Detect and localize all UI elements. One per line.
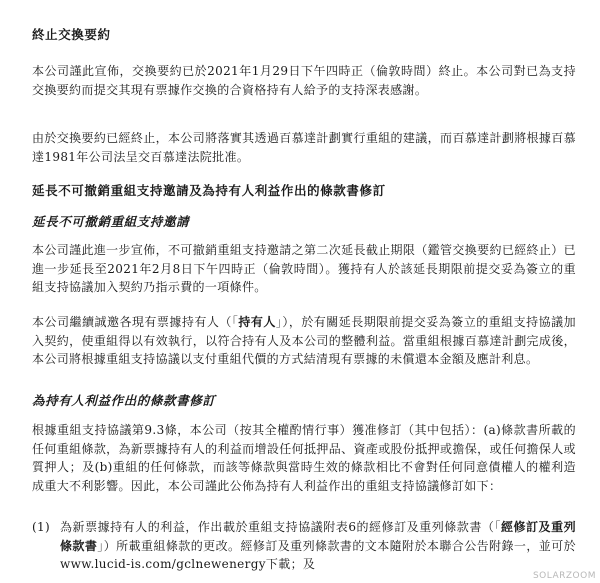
amended-term-sheet-defined-term: 經修訂及重列條款書 (60, 520, 576, 553)
paragraph-deadline-extended: 本公司謹此進一步宣佈，不可撤銷重組支持邀請之第二次延長截止期限（鑑管交換要約已經終止）已進一步延長至2021年2月8日下午四時正（倫敦時間）。獲持有人於該延長期限前提交妥為簽立的重組支持協議加入契約乃指示費的一項條件。 (32, 243, 576, 294)
holders-defined-term: 持有人 (238, 315, 276, 329)
paragraph-invitation-holders (32, 313, 576, 369)
paragraph-invitation-text-b: 」），於有關延長期限前提交妥為簽立的重組支持協議加入契約，使重組得以有效執行，以符合持有人及本公司的整體利益。當重組根據百慕達計劃完成後，本公司將根據重組支持協議以支付重組代價的方式結清現有票據的未償還本金額及應計利息。 (32, 315, 576, 366)
list-item-text-a: 為新票據持有人的利益，作出載於重組支持協議附表6的經修訂及重列條款書（「 (60, 520, 501, 534)
paragraph-exchange-offer-terminated: 本公司謹此宣佈，交換要約已於2021年1月29日下午四時正（倫敦時間）終止。本公司對已為支持交換要約而提交其現有票據作交換的合資格持有人給予的支持深表感謝。 (32, 64, 576, 97)
list-item-text (60, 518, 576, 574)
termination-heading: 終止交換要約 (32, 27, 111, 42)
list-item-number: (1) (32, 520, 51, 534)
paragraph-invitation-text-a: 本公司繼續誠邀各現有票據持有人（「 (32, 315, 239, 329)
extension-heading: 延長不可撤銷重組支持邀請及為持有人利益作出的條款書修訂 (32, 183, 386, 198)
watermark: SOLARZOOM (532, 571, 596, 581)
term-sheet-amendment-subheading: 為持有人利益作出的條款書修訂 (32, 393, 216, 408)
paragraph-bermuda-scheme: 由於交換要約已經終止，本公司將落實其透過百慕達計劃實行重組的建議，而百慕達計劃將根據百慕達1981年公司法呈交百慕達法院批准。 (32, 131, 576, 164)
paragraph-rsa-clause: 根據重組支持協議第9.3條，本公司（按其全權酌情行事）獲准修訂（其中包括）：(a)條款書所載的任何重組條款，為新票據持有人的利益而增設任何抵押品、資產或股份抵押或擔保，或任何擔保人或質押人；及(b)重組的任何條款，而該等條款與當時生效的條款相比不會對任何同意債權人的權利造成重大不利影響。因此，本公司謹此公佈為持有人利益作出的重組支持協議修訂如下： (32, 423, 576, 493)
extension-subheading: 延長不可撤銷重組支持邀請 (32, 214, 190, 229)
list-item-text-b: 」）所載重組條款的更改。經修訂及重列條款書的文本隨附於本聯合公告附錄一，並可於www.lucid-is.com/gclnewenergy下載；及 (60, 538, 576, 571)
